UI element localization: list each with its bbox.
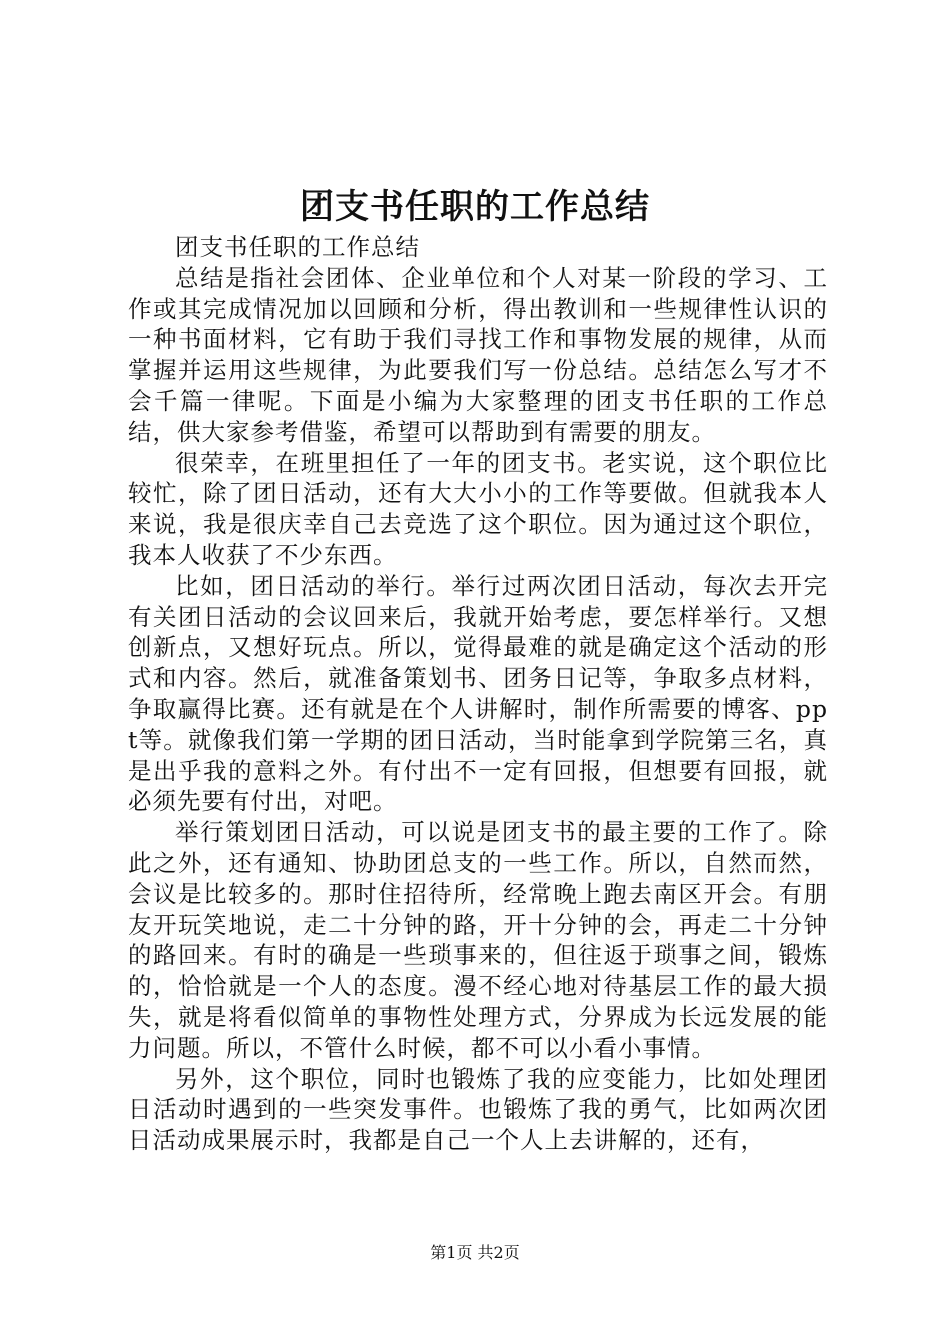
document-title: 团支书任职的工作总结 (300, 187, 650, 227)
paragraph: 比如，团日活动的举行。举行过两次团日活动，每次去开完有关团日活动的会议回来后，我就开始考虑，要怎样举行。又想创新点，又想好玩点。所以，觉得最难的就是确定这个活动的形式和内容。然后，就准备策划书、团务日记等，争取多点材料，争取赢得比赛。还有就是在个人讲解时，制作所需要的博客、ppt等。就像我们第一学期的团日活动，当时能拿到学院第三名，真是出乎我的意料之外。有付出不一定有回报，但想要有回报，就必须先要有付出，对吧。 (128, 571, 828, 816)
paragraph: 举行策划团日活动，可以说是团支书的最主要的工作了。除此之外，还有通知、协助团总支的一些工作。所以，自然而然，会议是比较多的。那时住招待所，经常晚上跑去南区开会。有朋友开玩笑地说，走二十分钟的路，开十分钟的会，再走二十分钟的路回来。有时的确是一些琐事来的，但往返于琐事之间，锻炼的，恰恰就是一个人的态度。漫不经心地对待基层工作的最大损失，就是将看似简单的事物性处理方式，分界成为长远发展的能力问题。所以，不管什么时候，都不可以小看小事情。 (128, 818, 828, 1062)
paragraph: 总结是指社会团体、企业单位和个人对某一阶段的学习、工作或其完成情况加以回顾和分析，得出教训和一些规律性认识的一种书面材料，它有助于我们寻找工作和事物发展的规律，从而掌握并运用这些规律，为此要我们写一份总结。总结怎么写才不会千篇一律呢。下面是小编为大家整理的团支书任职的工作总结，供大家参考借鉴，希望可以帮助到有需要的朋友。 (128, 263, 828, 446)
paragraph: 另外，这个职位，同时也锻炼了我的应变能力，比如处理团日活动时遇到的一些突发事件。也锻炼了我的勇气，比如两次团日活动成果展示时，我都是自己一个人上去讲解的，还有， (128, 1064, 828, 1155)
document-body (128, 232, 828, 1156)
paragraph: 很荣幸，在班里担任了一年的团支书。老实说，这个职位比较忙，除了团日活动，还有大大小小的工作等要做。但就我本人来说，我是很庆幸自己去竞选了这个职位。因为通过这个职位，我本人收获了不少东西。 (128, 448, 828, 569)
page-footer: 第1页 共2页 (430, 1243, 520, 1262)
paragraph-heading: 团支书任职的工作总结 (175, 233, 420, 261)
